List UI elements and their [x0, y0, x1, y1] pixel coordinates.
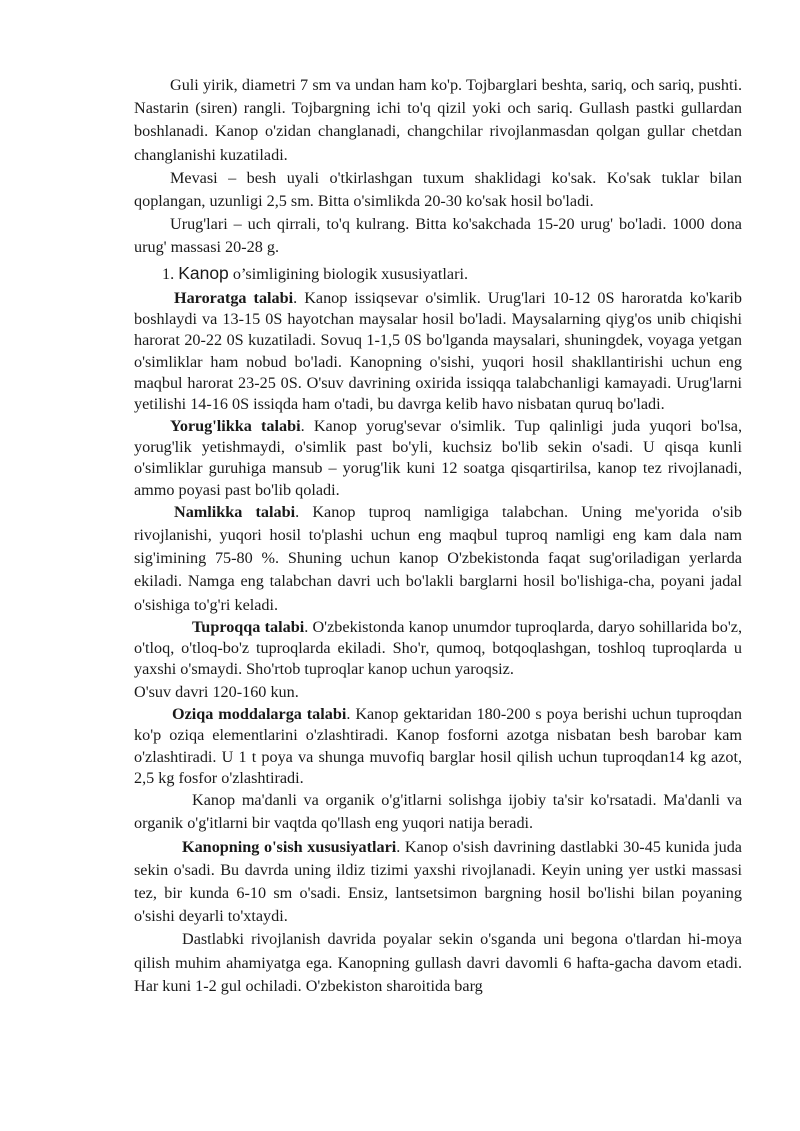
bold-term: Haroratga talabi	[174, 288, 294, 307]
paragraph-text: . Kanop o'sish davrining dastlabki 30-45 kunida juda sekin o'sadi. Bu davrda uning ildiz tizimi yaxshi rivojlanadi. Keyin uning yer ustki massasi tez, bir kunda 6-10 sm o'sadi. Ensiz, lantsetsimon bargning hosil bo'lishi bilan poyaning o'sishi deyarli to'xtaydi.	[134, 837, 742, 926]
bold-term: Namlikka talabi	[174, 502, 296, 521]
bold-term: Yorug'likka talabi	[170, 416, 301, 435]
paragraph-flower: Guli yirik, diametri 7 sm va undan ham ko'p. Tojbarglari beshta, sariq, och sariq, pushti. Nastarin (siren) rangli. Tojbargning ichi to'q qizil yoki och sariq. Gullash pastki gullardan boshlanadi. Kanop o'zidan changlanadi, changchilar rivojlanmasdan qolgan gullar chetdan changlanishi kuzatiladi.	[134, 76, 742, 164]
paragraph-growth	[134, 836, 742, 929]
heading-rest: o’simligining biologik xususiyatlari.	[228, 264, 469, 283]
paragraph-text: . Kanop gektaridan 180-200 s poya berishi uchun tuproqdan ko'p oziqa elementlarini o'zlashtiradi. Kanop fosforni azotga nisbatan besh barobar kam o'zlashtiradi. U 1 t poya va shunga muvofiq barglar hosil qilish uchun tuproqdan14 kg azot, 2,5 kg fosfor o'zlashtiradi.	[134, 704, 742, 787]
bold-term: Tuproqqa talabi	[192, 617, 305, 636]
paragraph-seeds: Urug'lari – uch qirrali, to'q kulrang. Bitta ko'sakchada 15-20 urug' bo'ladi. 1000 dona urug' massasi 20-28 g.	[134, 215, 742, 257]
paragraph-fruit: Mevasi – besh uyali o'tkirlashgan tuxum shaklidagi ko'sak. Ko'sak tuklar bilan qoplangan, uzunligi 2,5 sm. Bitta o'simlikda 20-30 ko'sak hosil bo'ladi.	[134, 168, 742, 211]
bold-term: Kanopning o'sish xususiyatlari	[182, 837, 397, 856]
paragraph-text: . Kanop tuproq namligiga talabchan. Uning me'yorida o'sib rivojlanishi, yuqori hosil to'plashi uchun eng maqbul tuproq namligi eng kam dala nam sig'imining 75-80 %. Shuning uchun kanop O'zbekistonda faqat sug'oriladigan yerlarda ekiladi. Namga eng talabchan davri uch bo'lakli barglarni hosil bo'lishiga-cha, poyani jadal o'sishiga to'g'ri keladi.	[134, 502, 742, 614]
paragraph-light	[134, 416, 742, 501]
document-page	[134, 74, 742, 998]
bold-term: Oziqa moddalarga talabi	[172, 704, 347, 723]
paragraph-growing-season: O'suv davri 120-160 kun.	[134, 682, 299, 701]
paragraph-fertilizers: Kanop ma'danli va organik o'g'itlarni solishga ijobiy ta'sir ko'rsatadi. Ma'danli va organik o'g'itlarni bir vaqtda qo'llash eng yuqori natija beradi.	[134, 791, 742, 833]
heading-number: 1.	[162, 264, 175, 283]
paragraph-early-development: Dastlabki rivojlanish davrida poyalar sekin o'sganda uni begona o'tlardan hi-moya qilish muhim ahamiyatga ega. Kanopning gullash davri davomli 6 hafta-gacha davom etadi. Har kuni 1-2 gul ochiladi. O'zbekiston sharoitida barg	[134, 930, 742, 995]
paragraph-temperature	[134, 288, 742, 416]
paragraph-text: . Kanop issiqsevar o'simlik. Urug'lari 10-12 0S haroratda ko'karib boshlaydi va 13-15 0S hayotchan maysalar hosil bo'ladi. Maysalarning qiyg'os unib chiqishi harorat 20-22 0S kuzatiladi. Sovuq 1-1,5 0S bo'lganda maysalari, shuningdek, voyaga yetgan o'simliklar ham nobud bo'ladi. Kanopning o'sishi, yuqori hosil shakllantirishi uchun eng maqbul harorat 23-25 0S. O'suv davrining oxirida issiqqa talabchanligi kamayadi. Urug'larni yetilishi 14-16 0S issiqda ham o'tadi, bu davrga kelib havo nisbatan quruq bo'ladi.	[134, 288, 742, 414]
section-heading	[162, 262, 742, 286]
paragraph-soil	[134, 617, 742, 681]
heading-big-word: Kanop	[178, 262, 229, 283]
paragraph-text: . Kanop yorug'sevar o'simlik. Tup qalinligi juda yuqori bo'lsa, yorug'lik yetishmaydi, o'simlik past bo'yli, kuchsiz bo'lib sekin o'sadi. U qisqa kunli o'simliklar guruhiga mansub – yorug'lik kuni 12 soatga qisqartirilsa, kanop tez rivojlanadi, ammo poyasi past bo'lib qoladi.	[134, 416, 742, 499]
paragraph-nutrients	[134, 704, 742, 789]
paragraph-moisture	[134, 501, 742, 617]
paragraph-text: . O'zbekistonda kanop unumdor tuproqlarda, daryo sohillarida bo'z, o'tloq, o'tloq-bo'z tuproqlarda ekiladi. Sho'r, qumoq, botqoqlashgan, toshloq tuproqlarda u yaxshi o'smaydi. Sho'rtob tuproqlar kanop uchun yaroqsiz.	[134, 617, 742, 679]
